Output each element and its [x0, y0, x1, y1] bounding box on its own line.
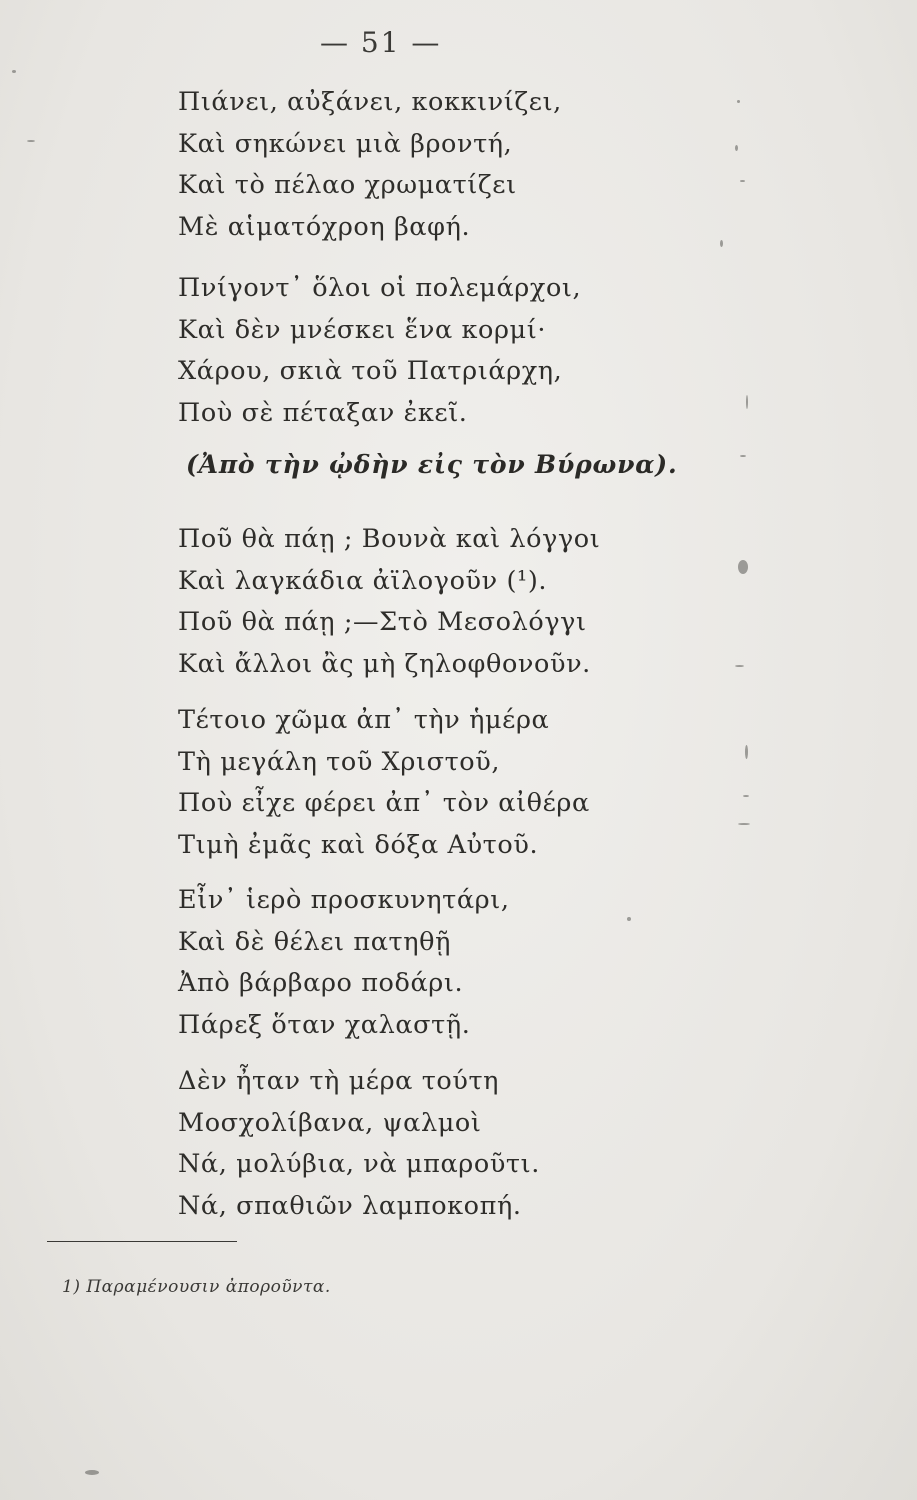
scan-speck [27, 140, 35, 142]
scan-speck [737, 100, 740, 103]
scan-speck [740, 180, 745, 182]
scan-speck [738, 823, 750, 825]
verse-line: Καὶ ἄλλοι ἂς μὴ ζηλοφθονοῦν. [178, 648, 591, 679]
verse-line: Μοσχολίβανα, ψαλμοὶ [178, 1107, 482, 1138]
scan-speck [738, 560, 748, 574]
scan-speck [743, 795, 749, 797]
stanza-4 [178, 700, 590, 866]
verse-line: Ποὺ εἶχε φέρει ἀπ᾽ τὸν αἰθέρα [178, 788, 590, 818]
scan-speck [746, 395, 748, 409]
verse-line: Νά, σπαθιῶν λαμποκοπή. [178, 1190, 522, 1221]
verse-line: Καὶ δὲ θέλει πατηθῇ [178, 926, 451, 957]
scan-speck [735, 145, 738, 151]
verse-line: Καὶ τὸ πέλαο χρωματίζει [178, 170, 517, 200]
stanza-1 [178, 82, 562, 248]
scan-speck [735, 665, 744, 667]
verse-line: Τέτοιο χῶμα ἀπ᾽ τὴν ἡμέρα [178, 705, 550, 735]
scan-speck [745, 745, 748, 759]
stanza-5 [178, 880, 510, 1046]
stanza-3 [178, 519, 600, 685]
scan-speck [740, 455, 746, 457]
verse-line: Νά, μολύβια, νὰ μπαροῦτι. [178, 1149, 540, 1179]
verse-line: Πάρεξ ὅταν χαλαστῇ. [178, 1009, 471, 1040]
verse-line: Καὶ δὲν μνέσκει ἕνα κορμί· [178, 314, 547, 345]
verse-line: Τιμὴ ἐμᾶς καὶ δόξα Αὐτοῦ. [178, 829, 539, 860]
verse-line: Καὶ σηκώνει μιὰ βροντή, [178, 128, 513, 159]
verse-line: Ποὺ σὲ πέταξαν ἐκεῖ. [178, 397, 468, 428]
scan-speck [720, 240, 723, 247]
verse-line: Ποῦ θὰ πάῃ ;—Στὸ Μεσολόγγι [178, 607, 587, 637]
page-number: — 51 — [320, 26, 442, 59]
scan-speck [12, 70, 16, 73]
verse-line: Ποῦ θὰ πάῃ ; Βουνὰ καὶ λόγγοι [178, 524, 601, 554]
scan-speck [627, 917, 631, 921]
stanza-2 [178, 268, 581, 434]
section-title: (Ἀπὸ τὴν ᾠδὴν εἰς τὸν Βύρωνα). [186, 450, 678, 479]
verse-line: Καὶ λαγκάδια ἀϊλογοῦν (¹). [178, 565, 548, 596]
stanza-6 [178, 1061, 540, 1227]
verse-line: Ἀπὸ βάρβαρο ποδάρι. [178, 968, 464, 998]
footnote-divider [47, 1241, 237, 1242]
verse-line: Μὲ αἱματόχροη βαφή. [178, 211, 471, 242]
scan-speck [85, 1470, 99, 1475]
footnote: 1) Παραμένουσιν ἀποροῦντα. [62, 1277, 331, 1297]
verse-line: Τὴ μεγάλη τοῦ Χριστοῦ, [178, 746, 501, 777]
verse-line: Δὲν ἦταν τὴ μέρα τούτη [178, 1066, 500, 1096]
verse-line: Εἶν᾽ ἱερὸ προσκυνητάρι, [178, 885, 510, 915]
verse-line: Πιάνει, αὐξάνει, κοκκινίζει, [178, 87, 562, 117]
verse-line: Πνίγοντ᾽ ὅλοι οἱ πολεμάρχοι, [178, 273, 582, 303]
verse-line: Χάρου, σκιὰ τοῦ Πατριάρχη, [178, 356, 563, 386]
